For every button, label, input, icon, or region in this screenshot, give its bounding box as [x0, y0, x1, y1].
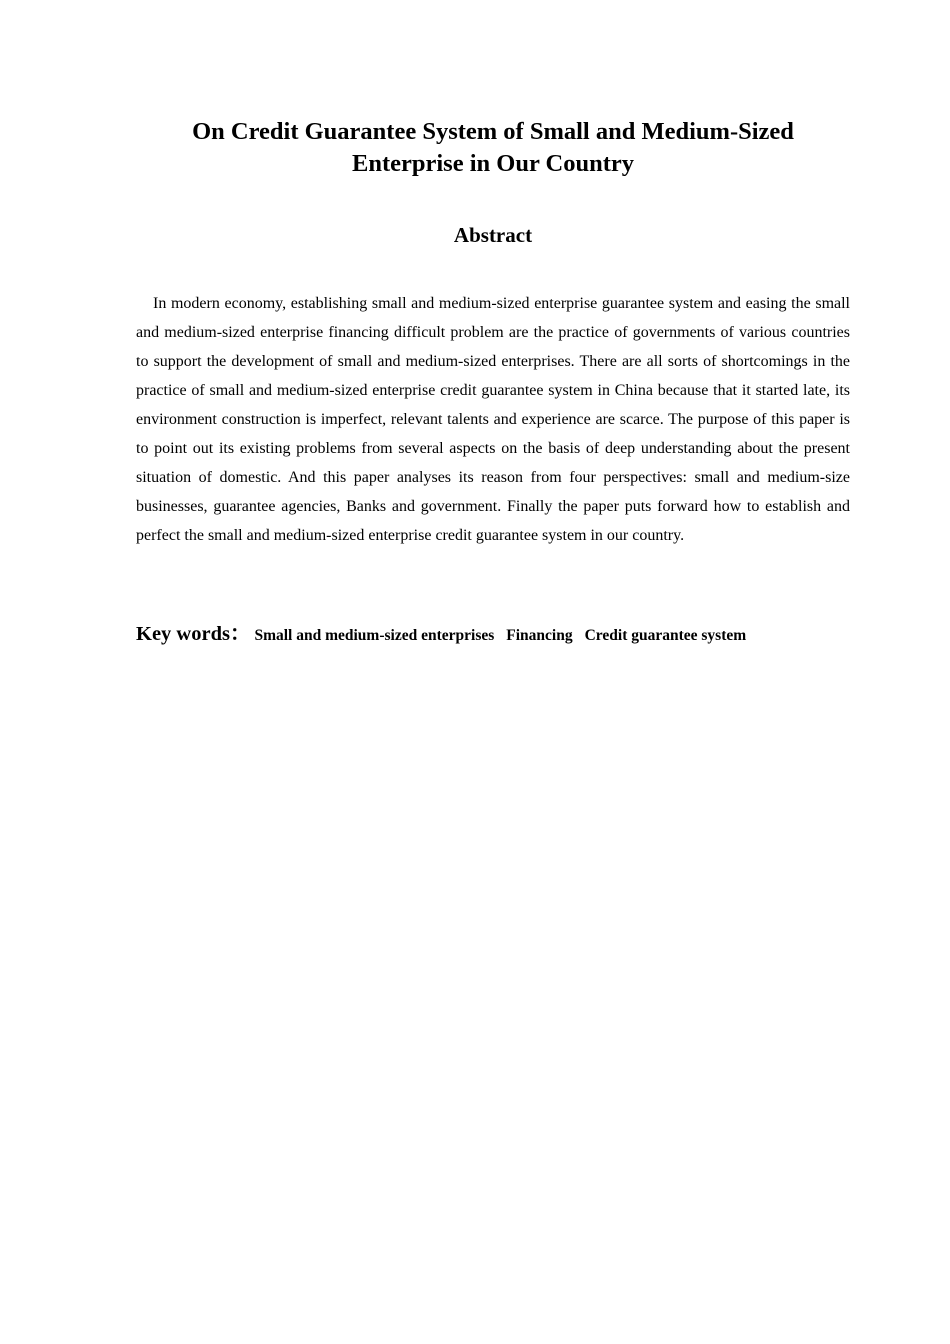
abstract-body: In modern economy, establishing small and medium-sized enterprise guarantee system and easing the small and medium-sized enterprise financing difficult problem are the practice of governments of various countries to support the development of small and medium-sized enterprises. There are all sorts of shortcomings in the practice of small and medium-sized enterprise credit guarantee system in China because that it started late, its environment construction is imperfect, relevant talents and experience are scarce. The purpose of this paper is to point out its existing problems from several aspects on the basis of deep understanding about the present situation of domestic. And this paper analyses its reason from four perspectives: small and medium-size businesses, guarantee agencies, Banks and government. Finally the paper puts forward how to establish and perfect the small and medium-sized enterprise credit guarantee system in our country.: [136, 295, 850, 544]
keywords-line: [136, 616, 850, 646]
keyword-2: Financing: [506, 627, 573, 644]
keyword-1: Small and medium-sized enterprises: [254, 627, 495, 644]
keyword-3: Credit guarantee system: [584, 627, 747, 644]
page-title: [136, 116, 850, 180]
abstract-heading: Abstract: [453, 223, 533, 247]
keywords-label: Key words：: [136, 623, 251, 645]
title-line-1: On Credit Guarantee System of Small and Medium-Sized: [192, 118, 794, 145]
title-line-2: Enterprise in Our Country: [352, 150, 634, 177]
